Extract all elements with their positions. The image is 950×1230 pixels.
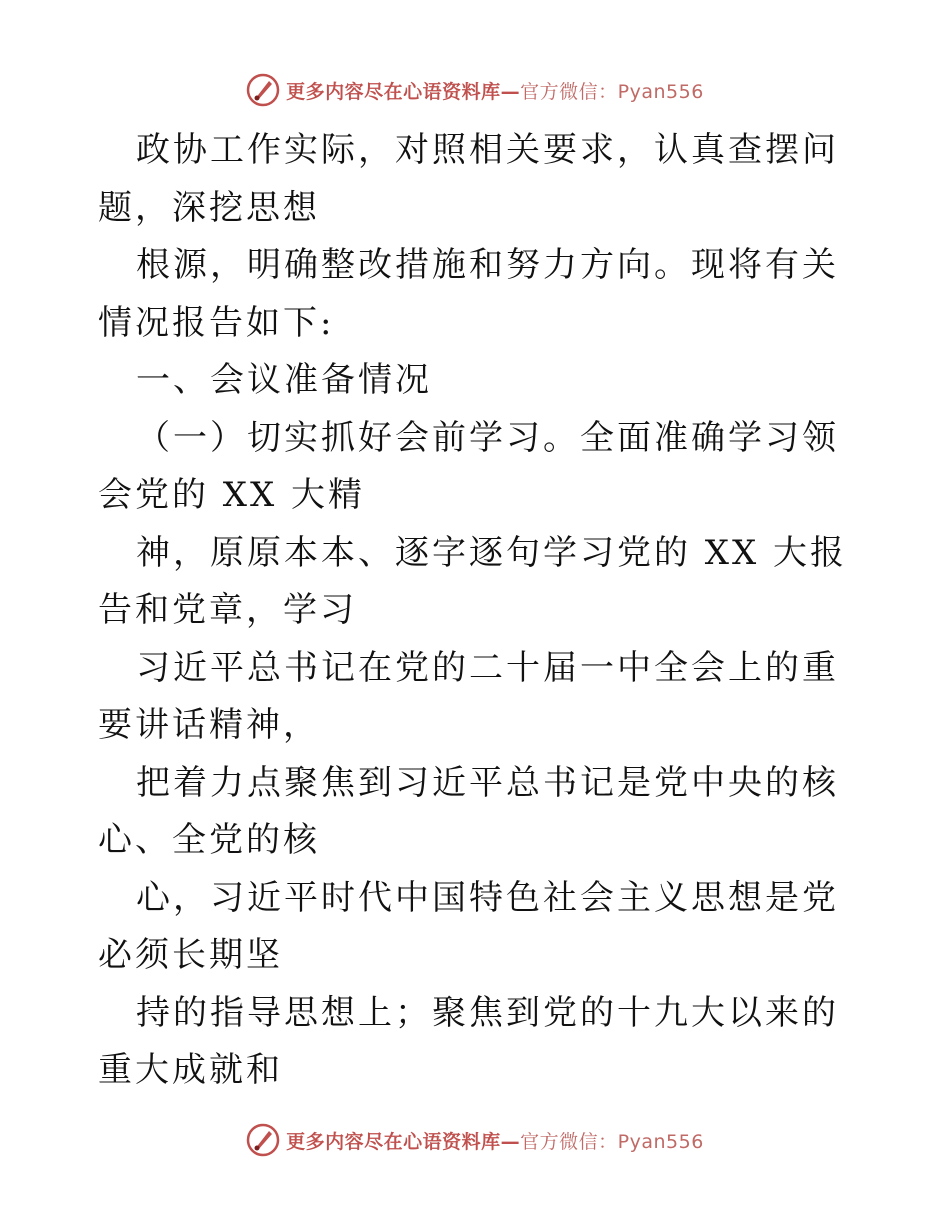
paragraph: 神，原原本本、逐字逐句学习党的 XX 大报告和党章，学习: [98, 532, 848, 630]
quill-pen-logo-icon: [246, 73, 280, 107]
paragraph: 把着力点聚焦到习近平总书记是党中央的核心、全党的核: [98, 762, 839, 860]
watermark-text: 更多内容尽在心语资料库—官方微信：Pyan556: [286, 80, 704, 103]
header-watermark-banner: [0, 70, 950, 110]
paragraph: 政协工作实际，对照相关要求，认真查摆问题，深挖思想: [98, 130, 839, 228]
document-body: [98, 122, 858, 1100]
paragraph: 持的指导思想上；聚焦到党的十九大以来的重大成就和: [98, 992, 839, 1090]
paragraph: 习近平总书记在党的二十届一中全会上的重要讲话精神，: [98, 647, 839, 745]
section-heading: 一、会议准备情况: [136, 360, 432, 400]
quill-pen-logo-icon: [246, 1123, 280, 1157]
watermark-text: 更多内容尽在心语资料库—官方微信：Pyan556: [286, 1130, 704, 1153]
paragraph: 心，习近平时代中国特色社会主义思想是党必须长期坚: [98, 877, 839, 975]
paragraph: （一）切实抓好会前学习。全面准确学习领会党的 XX 大精: [98, 417, 839, 515]
paragraph: 根源，明确整改措施和努力方向。现将有关情况报告如下:: [98, 245, 839, 343]
footer-watermark-banner: [0, 1120, 950, 1160]
